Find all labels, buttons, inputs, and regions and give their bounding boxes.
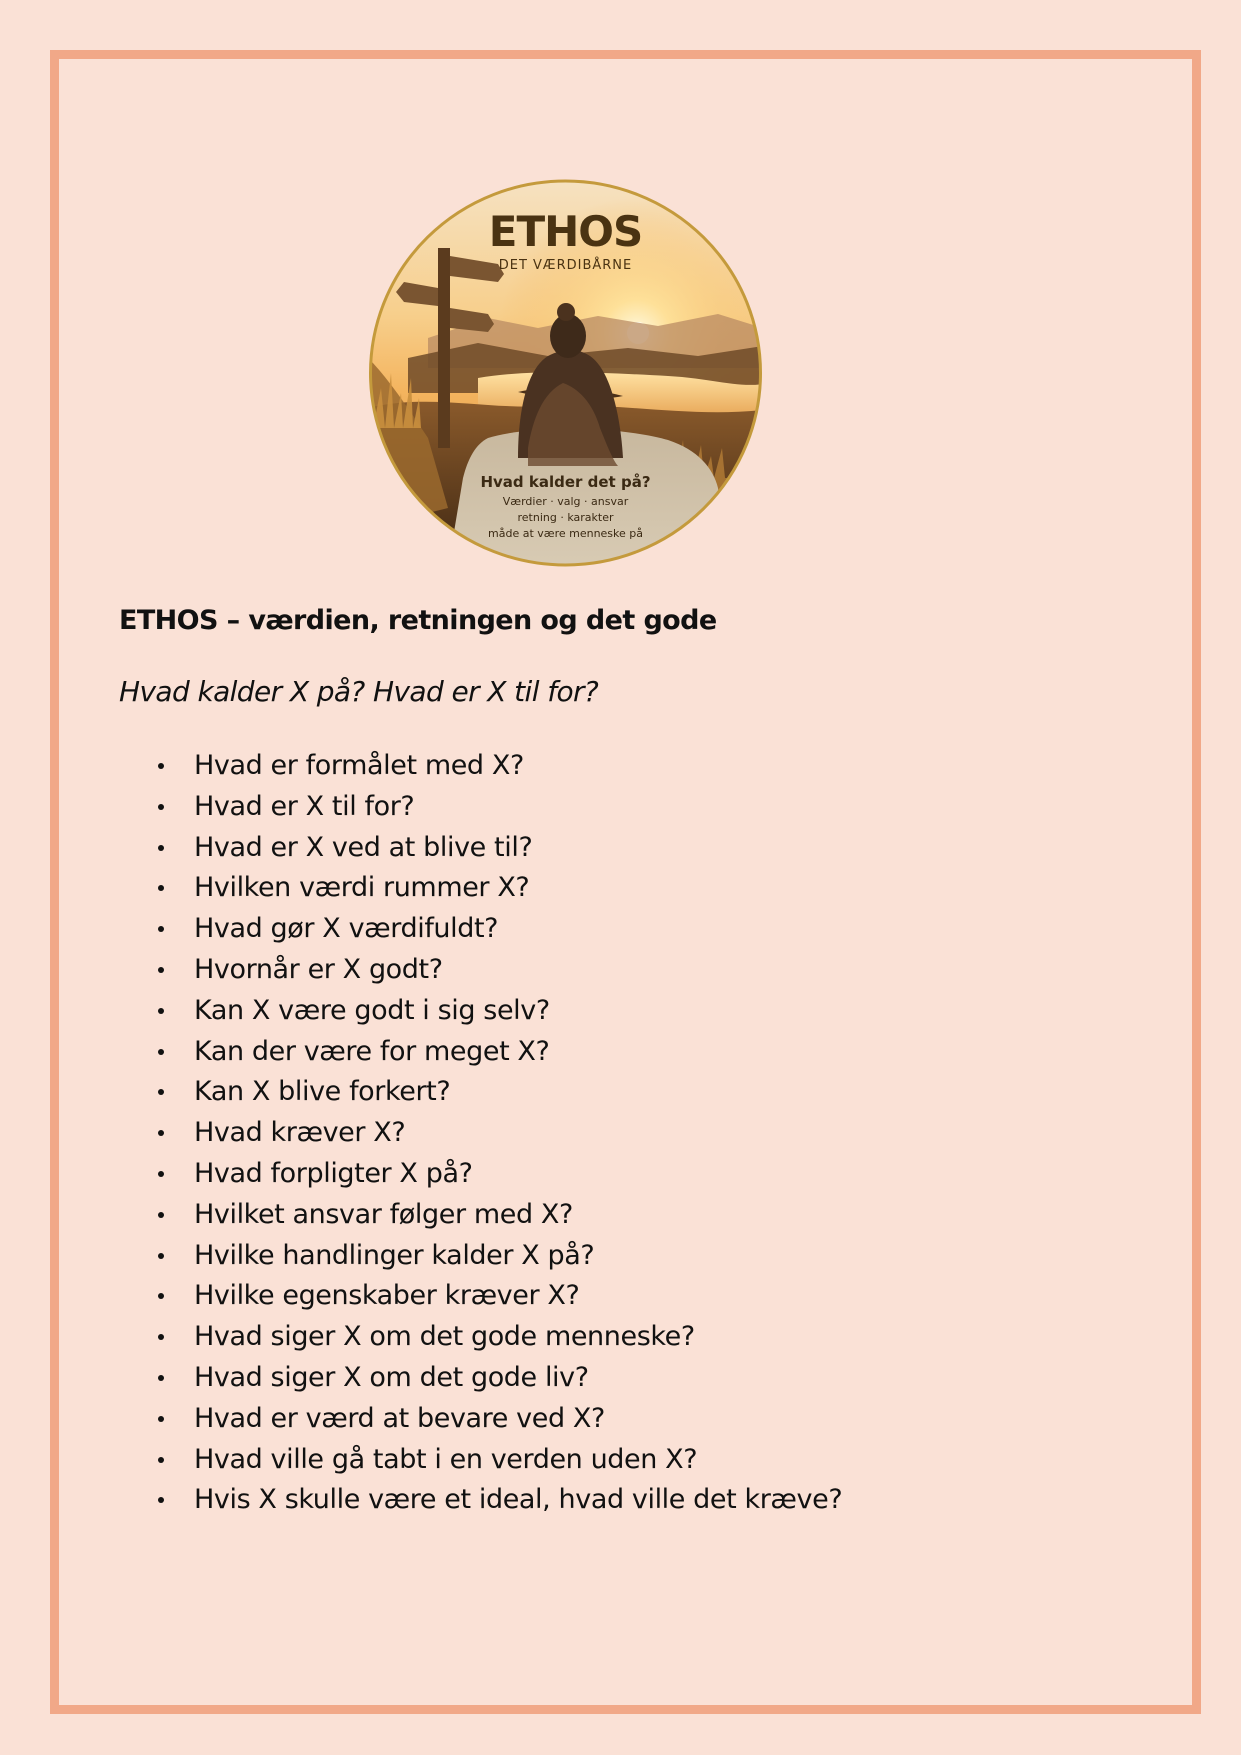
bullet-icon — [158, 1008, 164, 1014]
question-list — [155, 746, 842, 1521]
question-text: Hvilke handlinger kalder X på? — [194, 1239, 595, 1271]
emblem-keywords-line-3: måde at være menneske på — [488, 527, 643, 540]
question-text: Kan der være for meget X? — [194, 1035, 550, 1067]
question-text: Hvilken værdi rummer X? — [194, 872, 530, 904]
question-text: Hvad forpligter X på? — [194, 1157, 473, 1189]
question-text: Hvornår er X godt? — [194, 953, 443, 985]
bullet-icon — [158, 1212, 164, 1218]
emblem-keywords-line-1: Værdier · valg · ansvar — [502, 495, 629, 508]
question-text: Hvad er X ved at blive til? — [194, 831, 533, 863]
emblem-subtitle: DET VÆRDIBÅRNE — [498, 258, 633, 273]
question-text: Kan X blive forkert? — [194, 1076, 451, 1108]
question-text: Hvad er værd at bevare ved X? — [194, 1402, 605, 1434]
bullet-icon — [158, 1130, 164, 1136]
bullet-icon — [158, 1497, 164, 1503]
question-item — [155, 746, 842, 787]
bullet-icon — [158, 1375, 164, 1381]
question-item — [155, 991, 842, 1032]
bullet-icon — [158, 1457, 164, 1463]
document-subheading: Hvad kalder X på? Hvad er X til for? — [119, 675, 599, 708]
question-text: Hvad ville gå tabt i en verden uden X? — [194, 1443, 698, 1475]
question-text: Hvis X skulle være et ideal, hvad ville det kræve? — [194, 1484, 843, 1516]
question-text: Hvad er X til for? — [194, 790, 415, 822]
question-item — [155, 828, 842, 869]
document-heading: ETHOS – værdien, retningen og det gode — [119, 605, 717, 636]
bullet-icon — [158, 1253, 164, 1259]
question-item — [155, 1276, 842, 1317]
bullet-icon — [158, 1416, 164, 1422]
question-item — [155, 1154, 842, 1195]
question-item — [155, 1072, 842, 1113]
emblem-title: ETHOS — [488, 207, 643, 256]
bullet-icon — [158, 1293, 164, 1299]
question-text: Hvilket ansvar følger med X? — [194, 1198, 573, 1230]
bullet-icon — [158, 845, 164, 851]
question-text: Kan X være godt i sig selv? — [194, 994, 550, 1026]
question-item — [155, 909, 842, 950]
question-item — [155, 1113, 842, 1154]
question-item — [155, 950, 842, 991]
emblem-question: Hvad kalder det på? — [480, 473, 651, 491]
question-text: Hvad siger X om det gode menneske? — [194, 1321, 695, 1353]
ethos-emblem — [368, 178, 763, 568]
bullet-icon — [158, 1334, 164, 1340]
bullet-icon — [158, 1089, 164, 1095]
question-item — [155, 1399, 842, 1440]
bullet-icon — [158, 1171, 164, 1177]
question-text: Hvilke egenskaber kræver X? — [194, 1280, 580, 1312]
question-item — [155, 787, 842, 828]
bullet-icon — [158, 804, 164, 810]
emblem-keywords-line-2: retning · karakter — [517, 511, 614, 524]
question-text: Hvad gør X værdifuldt? — [194, 913, 499, 945]
question-item — [155, 1236, 842, 1277]
question-item — [155, 1032, 842, 1073]
question-text: Hvad kræver X? — [194, 1117, 406, 1149]
question-text: Hvad siger X om det gode liv? — [194, 1361, 589, 1393]
question-text: Hvad er formålet med X? — [194, 750, 524, 781]
question-item — [155, 1480, 842, 1521]
question-item — [155, 1317, 842, 1358]
question-item — [155, 1440, 842, 1481]
bullet-icon — [158, 926, 164, 932]
question-item — [155, 1358, 842, 1399]
question-item — [155, 868, 842, 909]
bullet-icon — [158, 967, 164, 973]
bullet-icon — [158, 763, 164, 769]
bullet-icon — [158, 885, 164, 891]
bullet-icon — [158, 1049, 164, 1055]
question-item — [155, 1195, 842, 1236]
